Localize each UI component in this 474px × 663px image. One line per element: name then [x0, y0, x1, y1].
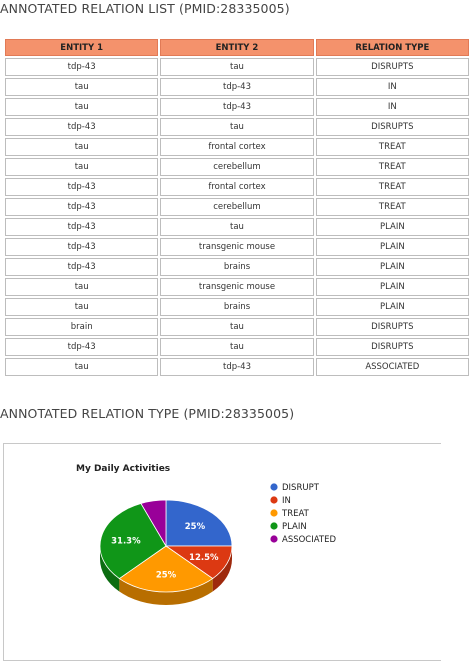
cell-entity-1: tdp-43: [5, 258, 158, 276]
cell-relation-type: PLAIN: [316, 258, 469, 276]
cell-entity-2: cerebellum: [160, 158, 313, 176]
table-row: [5, 78, 469, 96]
relation-type-chart-panel: [3, 443, 441, 661]
cell-entity-1: tdp-43: [5, 198, 158, 216]
pie-slice-label: 31.3%: [111, 536, 141, 547]
cell-entity-2: cerebellum: [160, 198, 313, 216]
cell-entity-2: frontal cortex: [160, 178, 313, 196]
cell-relation-type: TREAT: [316, 198, 469, 216]
cell-entity-2: tdp-43: [160, 78, 313, 96]
cell-entity-1: tau: [5, 138, 158, 156]
table-row: [5, 318, 469, 336]
chart-legend: [270, 483, 336, 545]
legend-label-plain[interactable]: PLAIN: [282, 522, 307, 532]
legend-label-disrupt[interactable]: DISRUPT: [282, 483, 319, 493]
cell-entity-1: tdp-43: [5, 178, 158, 196]
cell-entity-2: brains: [160, 298, 313, 316]
pie-slice-label: 12.5%: [189, 552, 219, 563]
legend-swatch-in: [270, 496, 277, 503]
cell-relation-type: PLAIN: [316, 238, 469, 256]
cell-entity-2: tau: [160, 118, 313, 136]
cell-entity-2: tdp-43: [160, 358, 313, 376]
cell-entity-2: transgenic mouse: [160, 278, 313, 296]
table-row: [5, 58, 469, 76]
legend-swatch-associated: [270, 535, 277, 542]
legend-label-associated[interactable]: ASSOCIATED: [282, 535, 337, 545]
cell-entity-2: frontal cortex: [160, 138, 313, 156]
cell-entity-1: tdp-43: [5, 238, 158, 256]
cell-entity-1: tau: [5, 358, 158, 376]
cell-entity-1: tdp-43: [5, 218, 158, 236]
pie-slice-label: 25%: [155, 570, 177, 581]
cell-entity-1: tdp-43: [5, 118, 158, 136]
legend-swatch-plain: [270, 522, 277, 529]
cell-entity-2: tau: [160, 318, 313, 336]
cell-relation-type: DISRUPTS: [316, 118, 469, 136]
legend-label-treat[interactable]: TREAT: [282, 509, 309, 519]
table-row: [5, 218, 469, 236]
cell-relation-type: DISRUPTS: [316, 58, 469, 76]
cell-entity-1: tdp-43: [5, 338, 158, 356]
column-header-relation-type[interactable]: RELATION TYPE: [316, 39, 469, 56]
cell-entity-1: tau: [5, 78, 158, 96]
cell-entity-2: transgenic mouse: [160, 238, 313, 256]
cell-relation-type: DISRUPTS: [316, 318, 469, 336]
chart-title: My Daily Activities: [76, 464, 171, 474]
relation-type-title: ANNOTATED RELATION TYPE (PMID:28335005): [0, 406, 295, 421]
table-row: [5, 338, 469, 356]
cell-relation-type: IN: [316, 78, 469, 96]
table-header-row: [5, 39, 469, 56]
table-row: [5, 258, 469, 276]
table-row: [5, 298, 469, 316]
relation-type-pie-chart: [4, 444, 441, 660]
cell-relation-type: PLAIN: [316, 298, 469, 316]
column-header-entity-1[interactable]: ENTITY 1: [5, 39, 158, 56]
cell-entity-2: tau: [160, 338, 313, 356]
table-row: [5, 278, 469, 296]
relation-list-table: [3, 37, 471, 378]
pie-slice-label: 25%: [184, 521, 206, 532]
cell-relation-type: PLAIN: [316, 278, 469, 296]
table-row: [5, 238, 469, 256]
cell-entity-1: tau: [5, 98, 158, 116]
cell-entity-1: tau: [5, 158, 158, 176]
cell-entity-2: tau: [160, 58, 313, 76]
cell-entity-2: tdp-43: [160, 98, 313, 116]
cell-entity-2: brains: [160, 258, 313, 276]
table-row: [5, 138, 469, 156]
cell-relation-type: TREAT: [316, 178, 469, 196]
cell-entity-1: tau: [5, 278, 158, 296]
cell-relation-type: DISRUPTS: [316, 338, 469, 356]
cell-entity-1: tdp-43: [5, 58, 158, 76]
column-header-entity-2[interactable]: ENTITY 2: [160, 39, 313, 56]
legend-swatch-treat: [270, 509, 277, 516]
table-row: [5, 98, 469, 116]
cell-relation-type: ASSOCIATED: [316, 358, 469, 376]
relation-list-body: [5, 58, 469, 376]
cell-relation-type: IN: [316, 98, 469, 116]
table-row: [5, 158, 469, 176]
cell-entity-2: tau: [160, 218, 313, 236]
cell-entity-1: tau: [5, 298, 158, 316]
table-row: [5, 358, 469, 376]
cell-relation-type: TREAT: [316, 138, 469, 156]
cell-relation-type: PLAIN: [316, 218, 469, 236]
legend-swatch-disrupt: [270, 483, 277, 490]
cell-entity-1: brain: [5, 318, 158, 336]
table-row: [5, 198, 469, 216]
table-row: [5, 118, 469, 136]
table-row: [5, 178, 469, 196]
cell-relation-type: TREAT: [316, 158, 469, 176]
relation-list-title: ANNOTATED RELATION LIST (PMID:28335005): [0, 1, 290, 16]
legend-label-in[interactable]: IN: [282, 496, 291, 506]
